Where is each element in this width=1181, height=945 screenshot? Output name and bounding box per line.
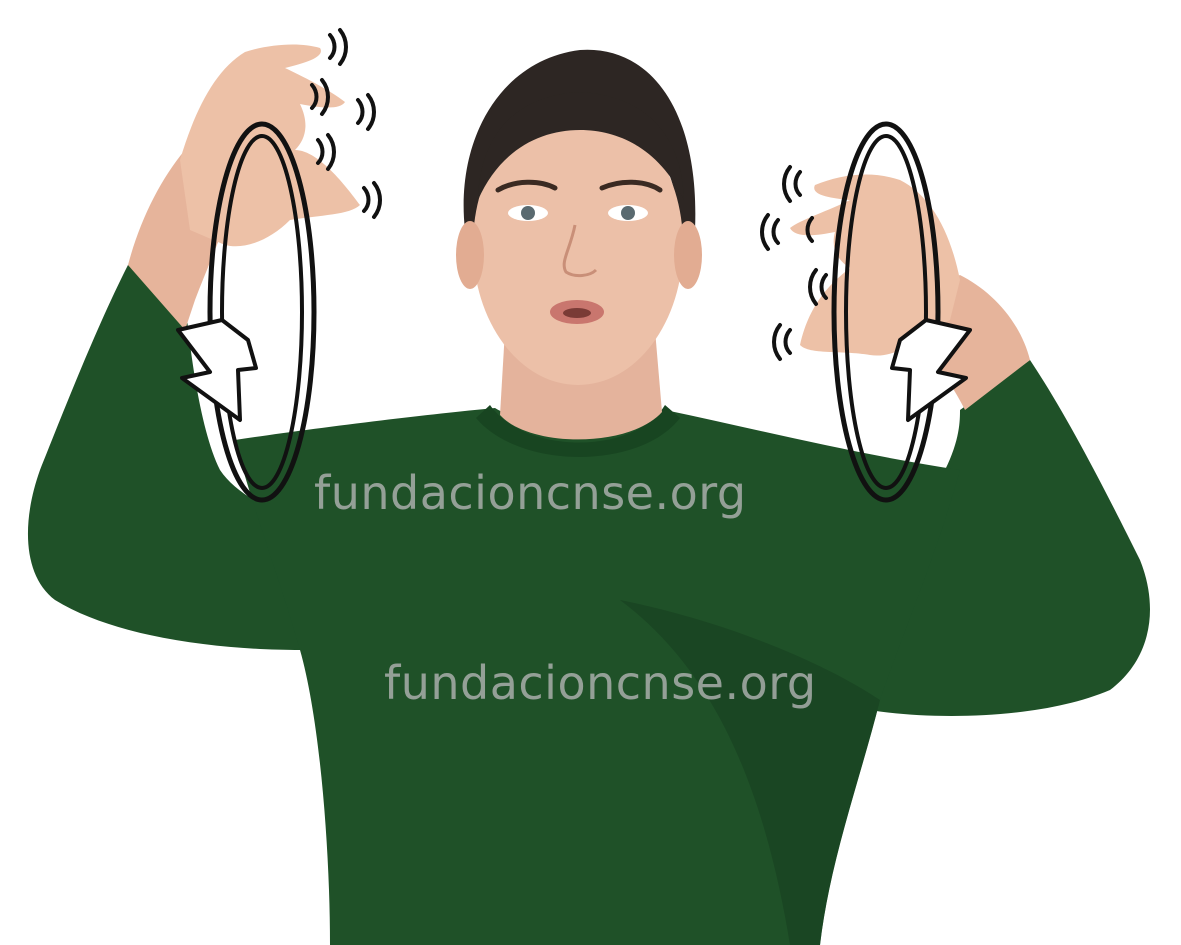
- watermark-lower: fundacioncnse.org: [384, 656, 817, 710]
- right-ear: [674, 221, 702, 289]
- right-iris: [621, 206, 635, 220]
- mouth-inner: [563, 308, 591, 318]
- watermark-upper: fundacioncnse.org: [314, 466, 747, 520]
- left-ear: [456, 221, 484, 289]
- left-iris: [521, 206, 535, 220]
